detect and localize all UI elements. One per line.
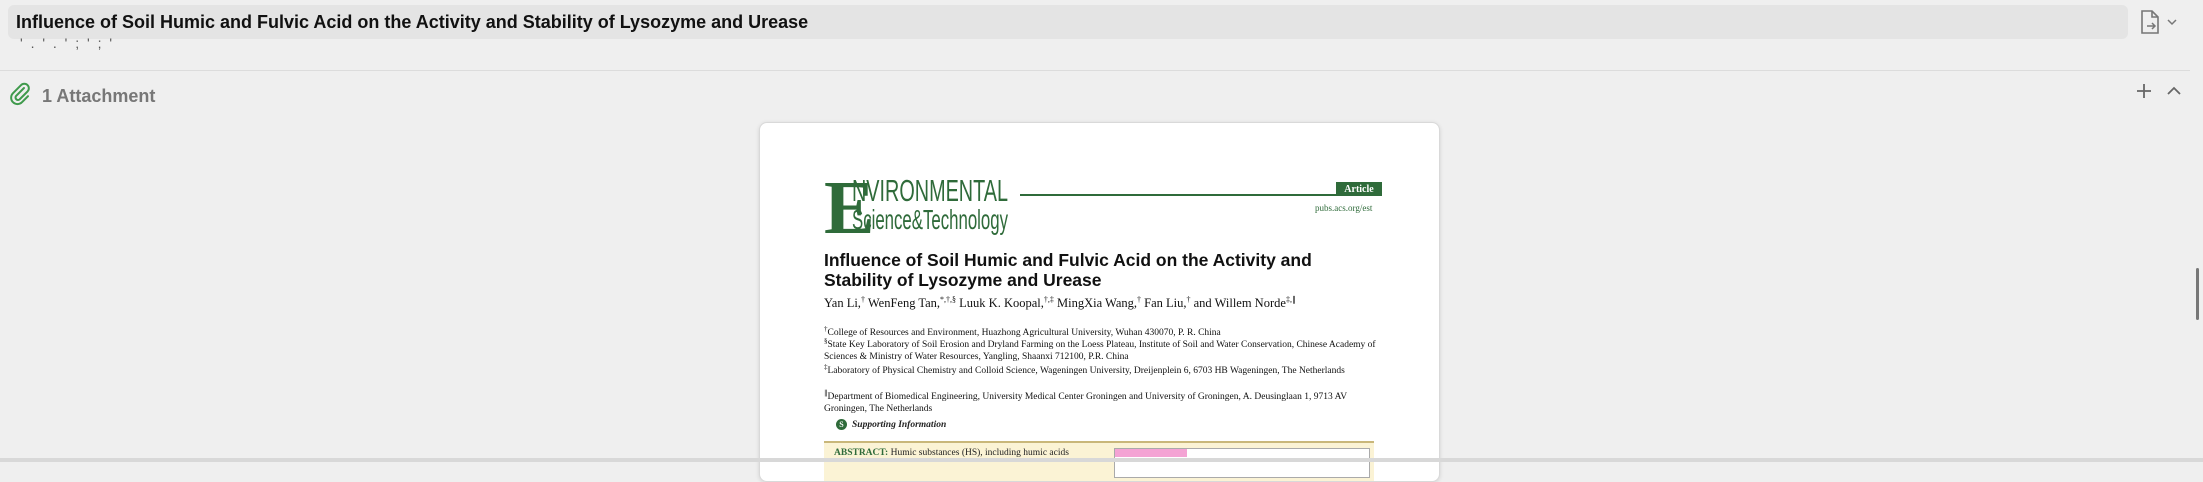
chevron-up-icon[interactable]	[2165, 82, 2183, 105]
attachments-section-header[interactable]	[8, 82, 155, 110]
author: and Willem Norde‡,∥	[1193, 295, 1296, 311]
abstract-text: ABSTRACT: Humic substances (HS), including humic acids	[834, 448, 1069, 458]
author: Luuk K. Koopal,†,‡	[959, 295, 1054, 311]
chevron-down-icon	[2166, 15, 2178, 33]
clipped-field-row: ' . ' . ' ; ' ; '	[20, 35, 115, 51]
scrollbar-thumb[interactable]	[2196, 268, 2199, 320]
author: Fan Liu,†	[1144, 295, 1191, 311]
author: Yan Li,†	[824, 295, 865, 311]
article-badge: Article	[1336, 182, 1382, 196]
plus-icon[interactable]	[2135, 82, 2153, 105]
affiliation: ∥Department of Biomedical Engineering, University Medical Center Groningen and University of Groningen, A. Deusinglaan 1, 9713 AV Groningen, The Netherlands	[824, 389, 1347, 415]
affiliation: §State Key Laboratory of Soil Erosion and Dryland Farming on the Loess Plateau, Institute of Soil and Water Conservation, Chinese Academy of Sciences & Ministry of Water Resources, Yangling, Shaanxi 712100, P.R. China	[824, 337, 1376, 363]
author: WenFeng Tan,*,†,§	[867, 295, 957, 311]
journal-logo-bottom: Science&Technology	[852, 204, 1008, 235]
supporting-info-label: Supporting Information	[852, 419, 947, 430]
abstract-figure-band	[1115, 449, 1187, 457]
attachments-actions	[2135, 82, 2183, 105]
item-title-field[interactable]	[8, 5, 2128, 39]
author: MingXia Wang,†	[1057, 295, 1142, 311]
affiliation: ‡Laboratory of Physical Chemistry and Colloid Science, Wageningen University, Dreijenplein 6, 6703 HB Wageningen, The Netherlands	[824, 363, 1345, 377]
bottom-edge	[0, 458, 2203, 462]
item-title: Influence of Soil Humic and Fulvic Acid on the Activity and Stability of Lysozyme and Urease	[16, 11, 809, 32]
author-list	[824, 295, 1296, 311]
pubs-link: pubs.acs.org/est	[1315, 203, 1373, 213]
header-rule	[1020, 194, 1382, 196]
journal-logo-top: NVIRONMENTAL	[852, 173, 1008, 208]
document-icon	[2138, 9, 2162, 40]
attachment-preview[interactable]	[759, 122, 1440, 482]
supporting-info-icon: S	[836, 419, 847, 430]
affiliation: †College of Resources and Environment, Huazhong Agricultural University, Wuhan 430070, P. R. China	[824, 325, 1221, 339]
journal-logo	[824, 163, 1014, 250]
item-type-menu[interactable]	[2138, 10, 2188, 38]
paper-title: Influence of Soil Humic and Fulvic Acid on the Activity and Stability of Lysozyme and Urease	[824, 250, 1312, 290]
abstract-figure	[1114, 448, 1370, 478]
supporting-information-link[interactable]	[836, 419, 946, 430]
attachments-count-label: 1 Attachment	[42, 85, 156, 106]
journal-logo-letter: E	[824, 166, 875, 250]
paperclip-icon	[8, 82, 32, 111]
section-divider	[0, 70, 2190, 71]
